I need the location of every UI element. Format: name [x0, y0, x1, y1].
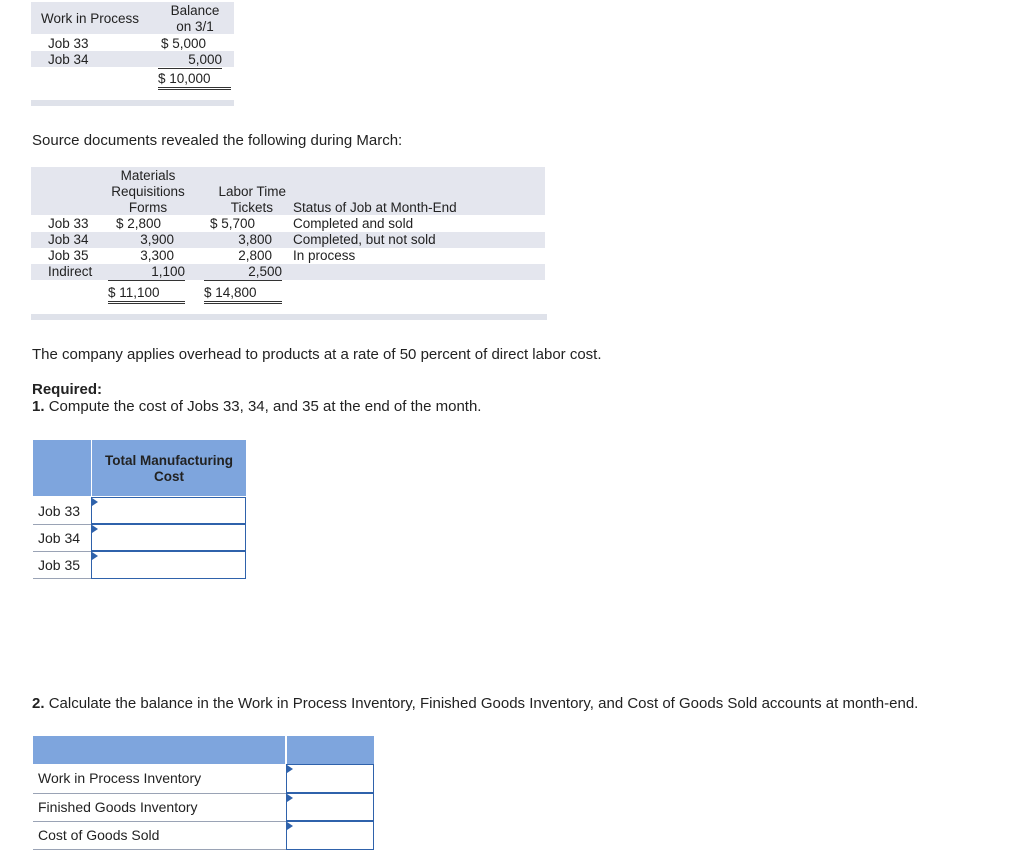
answer-2-row-label: Work in Process Inventory: [38, 770, 202, 786]
wip-header-line1: Balance: [170, 3, 220, 18]
answer-1-header: [92, 440, 246, 496]
answer-1-header-blank: [33, 440, 91, 496]
answer-2-row-label: Finished Goods Inventory: [38, 799, 198, 815]
answer-2-input-wip[interactable]: [286, 764, 374, 793]
labor-value: 3,800: [238, 232, 272, 247]
labor-value: 2,500: [204, 264, 282, 281]
answer-1-input-job-34[interactable]: [91, 524, 246, 551]
status-header: Status of Job at Month-End: [293, 200, 457, 215]
question-1-text: Compute the cost of Jobs 33, 34, and 35 at the end of the month.: [48, 398, 482, 415]
question-2-text: Calculate the balance in the Work in Process Inventory, Finished Goods Inventory, and Cost of Goods Sold accounts at month-end.: [48, 695, 919, 712]
wip-inventory-input[interactable]: [287, 765, 373, 792]
wip-account-title: Work in Process: [41, 11, 140, 26]
answer-2-input-cogs[interactable]: [286, 821, 374, 850]
question-1: [32, 398, 481, 415]
materials-total: $ 11,100: [108, 285, 185, 304]
answer-2-header-blank: [287, 736, 374, 764]
overhead-text: The company applies overhead to products at a rate of 50 percent of direct labor cost.: [32, 346, 602, 363]
answer-1-row-label: Job 33: [38, 503, 81, 519]
required-label: Required:: [32, 381, 103, 398]
wip-row-label: Job 33: [48, 36, 89, 51]
answer-1-header-text: Total Manufacturing Cost: [105, 453, 233, 484]
finished-goods-input[interactable]: [287, 794, 373, 820]
wip-row-value: $ 5,000: [161, 36, 207, 51]
labor-header-line2: Tickets: [230, 200, 273, 215]
source-row-label: Job 35: [48, 248, 89, 263]
status-value: Completed, but not sold: [293, 232, 436, 247]
materials-value: 1,100: [108, 264, 185, 281]
wip-total: $ 10,000: [158, 71, 231, 90]
status-value: In process: [293, 248, 356, 263]
labor-total: $ 14,800: [204, 285, 282, 304]
question-2: [32, 695, 918, 712]
materials-header-line3: Forms: [128, 200, 168, 215]
question-2-number: 2.: [32, 695, 45, 712]
section-divider: [31, 314, 547, 320]
answer-1-input-job-35[interactable]: [91, 551, 246, 579]
materials-value: 3,900: [140, 232, 174, 247]
source-intro-text: Source documents revealed the following during March:: [32, 132, 403, 149]
labor-header-line1: Labor Time: [218, 184, 286, 199]
answer-1-row-label: Job 35: [38, 557, 81, 573]
labor-value: 2,800: [238, 248, 272, 263]
total-cost-job-33-input[interactable]: [92, 498, 245, 523]
total-cost-job-35-input[interactable]: [92, 552, 245, 578]
cost-of-goods-sold-input[interactable]: [287, 822, 373, 849]
answer-1-input-job-33[interactable]: [91, 497, 246, 524]
materials-header-line2: Requisitions: [111, 184, 185, 199]
source-row-label: Indirect: [48, 264, 93, 279]
question-1-number: 1.: [32, 398, 45, 415]
labor-value: $ 5,700: [210, 216, 256, 231]
wip-header-line2: on 3/1: [176, 19, 214, 34]
answer-2-input-finished-goods[interactable]: [286, 793, 374, 821]
answer-2-header-blank: [33, 736, 285, 764]
answer-2-row-label: Cost of Goods Sold: [38, 827, 160, 843]
wip-row-value: 5,000: [158, 52, 222, 69]
total-cost-job-34-input[interactable]: [92, 525, 245, 550]
materials-header-line1: Materials: [120, 168, 176, 183]
source-row-label: Job 33: [48, 216, 89, 231]
status-value: Completed and sold: [293, 216, 414, 231]
materials-value: $ 2,800: [116, 216, 162, 231]
answer-1-row-label: Job 34: [38, 530, 81, 546]
materials-value: 3,300: [140, 248, 174, 263]
source-row-label: Job 34: [48, 232, 89, 247]
section-divider: [31, 100, 234, 106]
wip-row-label: Job 34: [48, 52, 89, 67]
